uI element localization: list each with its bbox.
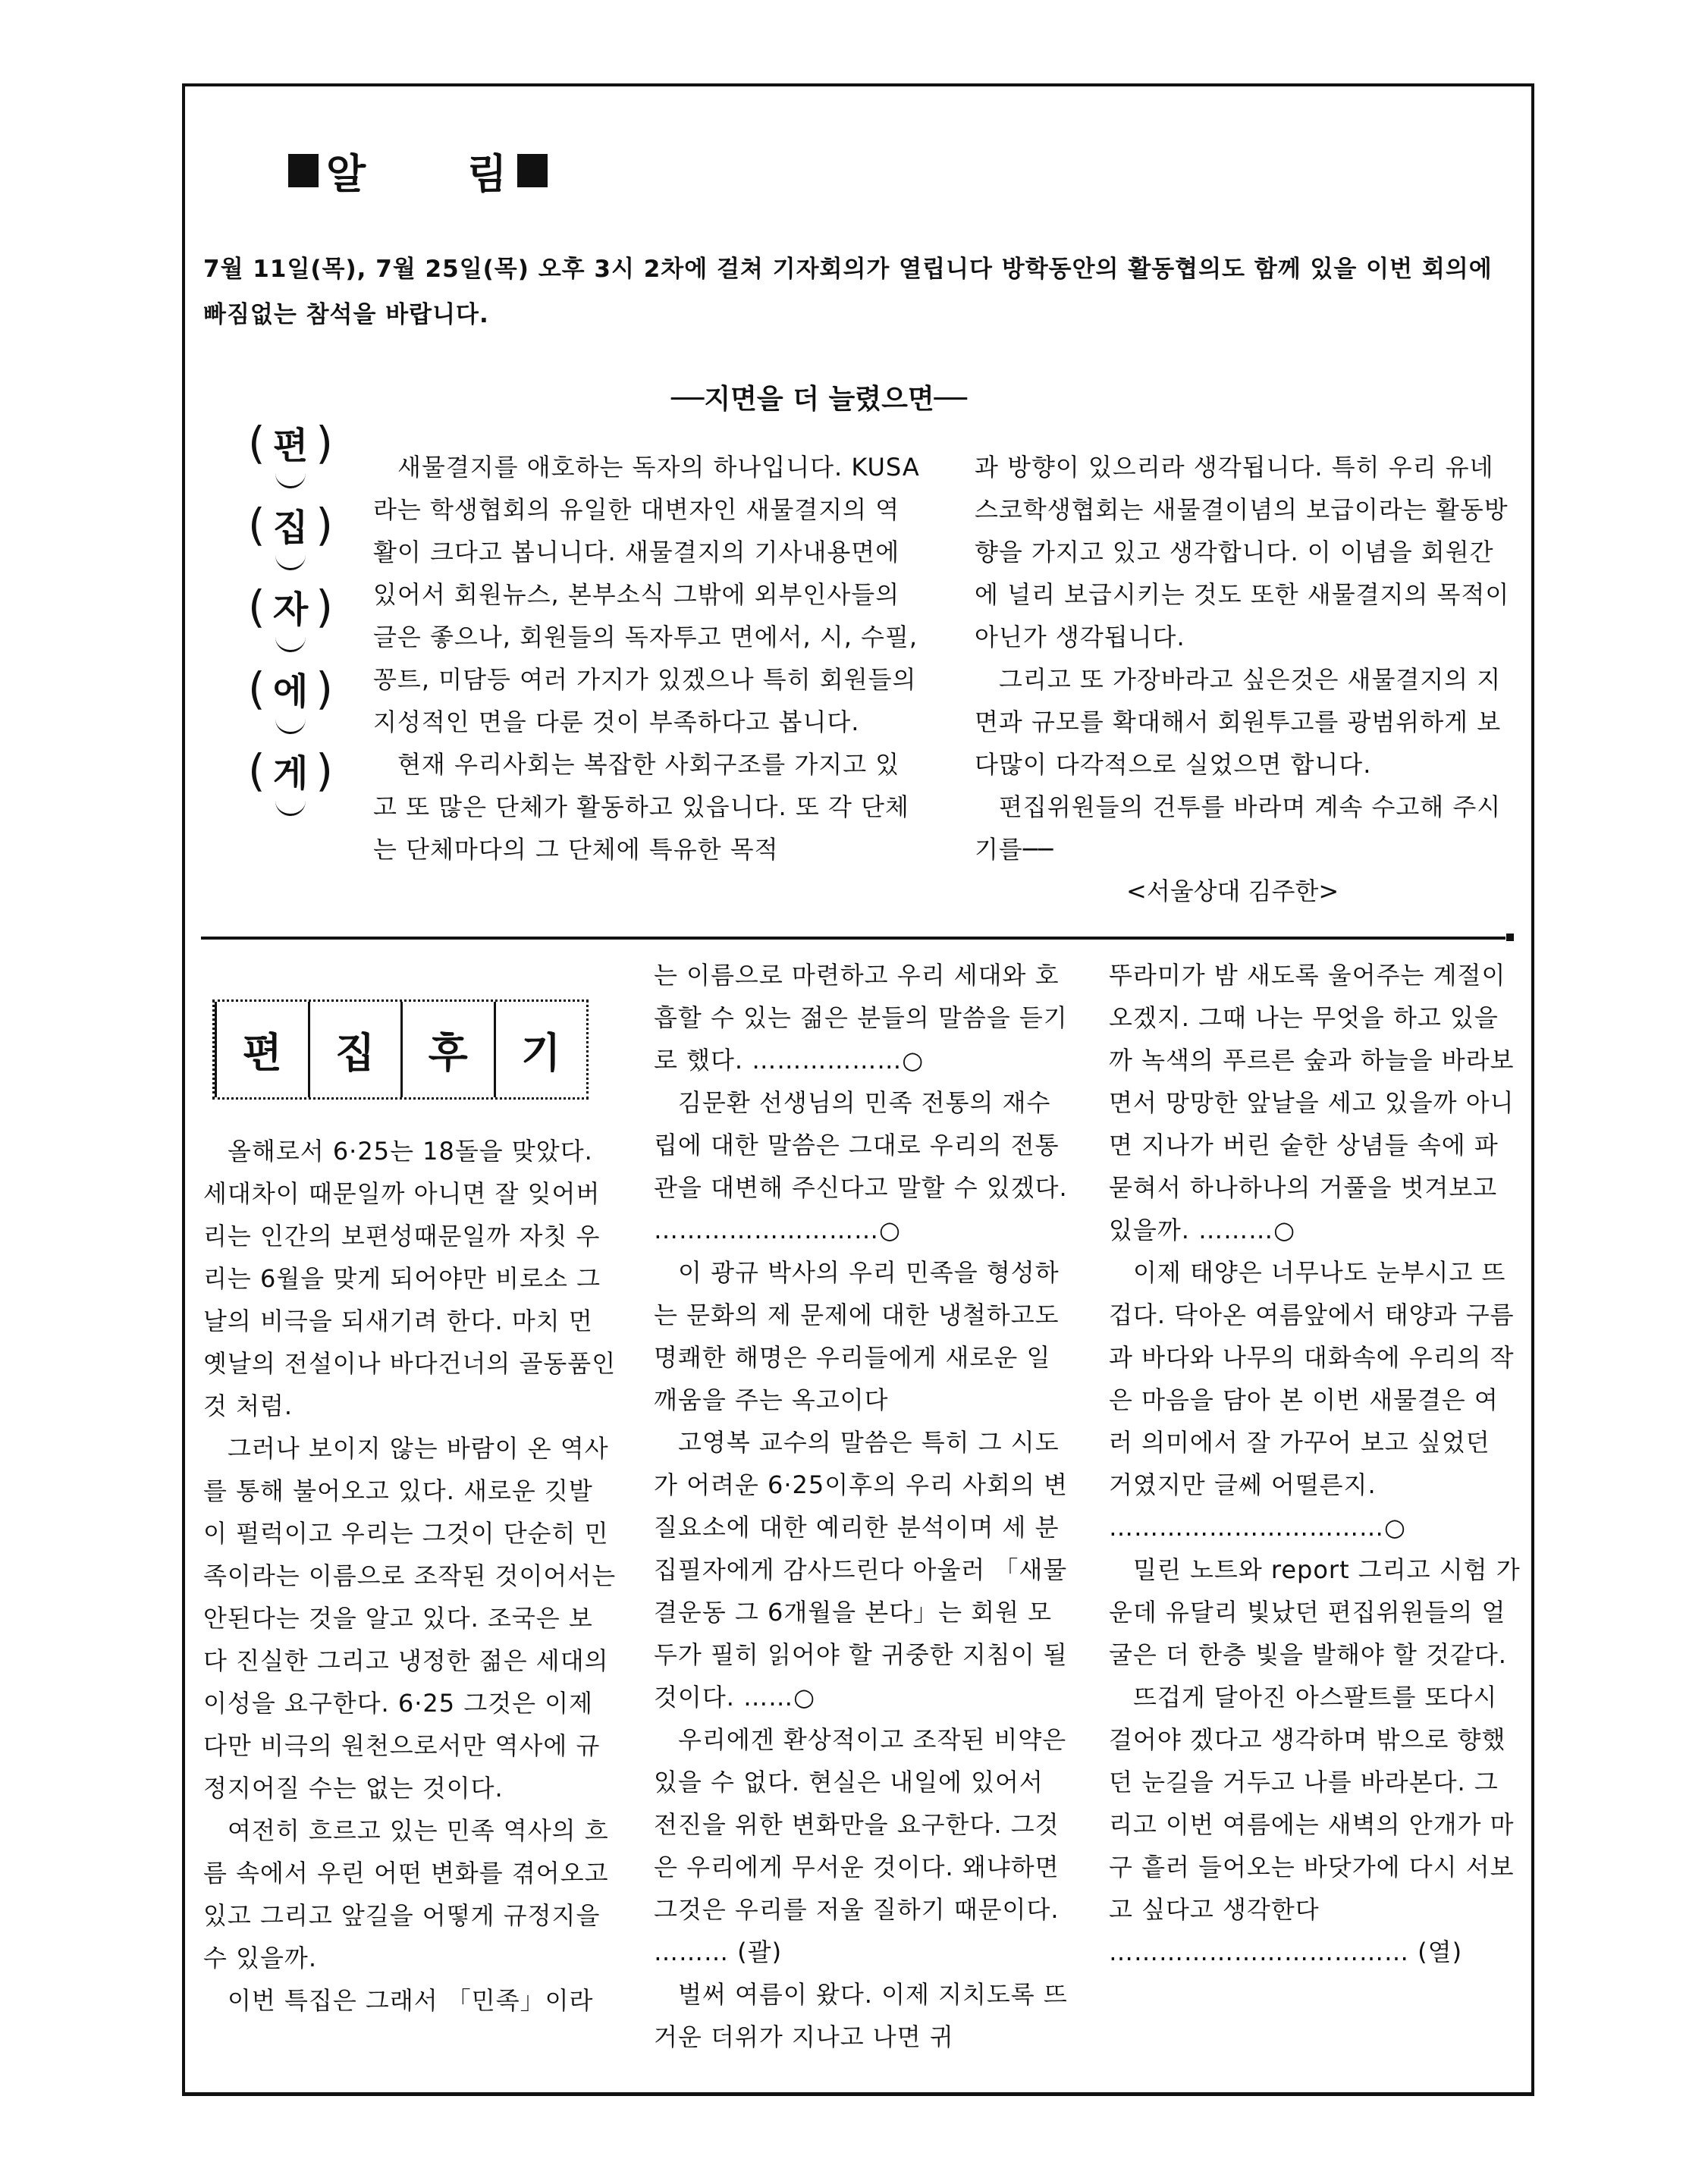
paragraph: 뚜라미가 밤 새도록 울어주는 계절이 오겠지. 그때 나는 무엇을 하고 있을까 녹색의 푸르른 숲과 하늘을 바라보면서 망망한 앞날을 세고 있을까 아니면 지나가 버린 숱한 상념들 속에 파묻혀서 하나하나의 거풀을 벗겨보고 있을까. ………○ — [1109, 961, 1515, 1244]
afterword-column-2 — [654, 954, 1071, 2058]
paragraph: 김문환 선생님의 민족 전통의 재수립에 대한 말씀은 그대로 우리의 전통관을 대변해 주신다고 말할 수 있겠다. ………………………○ — [654, 1088, 1068, 1244]
paragraph: 우리에겐 환상적이고 조작된 비약은 있을 수 없다. 현실은 내일에 있어서 전진을 위한 변화만을 요구한다. 그것은 우리에게 무서운 것이다. 왜냐하면 그것은 우리를 저울 질하기 때문이다. ……… (괄) — [654, 1725, 1067, 1966]
vertical-label-char: ( 자 ) — [259, 579, 322, 632]
vertical-label-char: ( 에 ) — [259, 661, 322, 714]
afterword-title-char: 집 — [308, 1002, 401, 1097]
paragraph: 그리고 또 가장바라고 싶은것은 새물결지의 지면과 규모를 확대해서 회원투고를 광범위하게 보다많이 다각적으로 실었으면 합니다. — [975, 665, 1502, 779]
afterword-title-char: 후 — [400, 1002, 494, 1097]
vertical-label-char: ( 게 ) — [259, 743, 322, 796]
paragraph: 편집위원들의 건투를 바라며 계속 수고해 주시기를── — [975, 792, 1502, 864]
afterword-title-box — [212, 999, 589, 1100]
divider-end-mark — [1506, 934, 1514, 941]
letter-signature: <서울상대 김주한> — [1126, 877, 1339, 905]
vertical-label-to-editor — [241, 416, 340, 825]
paragraph: 새물결지를 애호하는 독자의 하나입니다. KUSA라는 학생협회의 유일한 대변자인 새물결지의 역활이 크다고 봅니니다. 새물결지의 기사내용면에 있어서 회원뉴스, 본부소식 그밖에 외부인사들의 글은 좋으나, 회원들의 독자투고 면에서, 시, 수필, 꽁트, 미담등 여러 가지가 있겠으나 특히 회원들의 지성적인 면을 다룬 것이 부족하다고 봅니다. — [373, 453, 920, 736]
afterword-title-char: 기 — [494, 1002, 587, 1097]
paragraph: 올해로서 6·25는 18돌을 맞았다. 세대차이 때문일까 아니면 잘 잊어버리는 인간의 보편성때문일까 자칫 우리는 6월을 맞게 되어야만 비로소 그날의 비극을 되새기려 한다. 마치 먼 옛날의 전설이나 바다건너의 골동품인것 처럼. — [203, 1137, 617, 1420]
afterword-column-3 — [1109, 954, 1522, 1973]
paragraph: 과 방향이 있으리라 생각됩니다. 특히 우리 유네스코학생협회는 새물결이념의 보급이라는 활동방향을 가지고 있고 생각합니다. 이 이념을 회원간에 널리 보급시키는 것도 또한 새물결지의 목적이 아닌가 생각됩니다. — [975, 453, 1510, 651]
paragraph: 벌써 여름이 왔다. 이제 지치도록 뜨거운 더위가 지나고 나면 귀 — [654, 1980, 1068, 2051]
paragraph: 여전히 흐르고 있는 민족 역사의 흐름 속에서 우린 어떤 변화를 겪어오고 있고 그리고 앞길을 어떻게 규정지을수 있을까. — [203, 1816, 609, 1972]
black-square-icon — [288, 154, 319, 187]
letter-title: ──지면을 더 늘렸으면── — [671, 384, 967, 415]
paragraph: 뜨겁게 달아진 아스팔트를 또다시 걸어야 겠다고 생각하며 밖으로 향했던 눈길을 거두고 나를 바라본다. 그리고 이번 여름에는 새벽의 안개가 마구 흩러 들어오는 바닷가에 다시 서보고 싶다고 생각한다 ……………………………… (열) — [1109, 1683, 1515, 1966]
afterword-column-1 — [203, 1130, 617, 2022]
paragraph: 이번 특집은 그래서 「민족」이라 — [228, 1986, 594, 2015]
notice-body: 7월 11일(목), 7월 25일(목) 오후 3시 2차에 걸쳐 기자회의가 열립니다 방학동안의 활동협의도 함께 있을 이번 회의에 빠짐없는 참석을 바랍니다. — [203, 256, 1493, 328]
paragraph: 밀린 노트와 report 그리고 시험 가운데 유달리 빛났던 편집위원들의 얼굴은 더 한층 빛을 발해야 할 것같다. — [1109, 1555, 1521, 1669]
notice-heading-left: 알 — [326, 149, 369, 198]
vertical-label-char: ( 편 ) — [259, 416, 322, 469]
section-divider — [201, 937, 1505, 940]
black-square-icon — [517, 154, 548, 187]
paragraph: 현재 우리사회는 복잡한 사회구조를 가지고 있고 또 많은 단체가 활동하고 있읍니다. 또 각 단체는 단체마다의 그 단체에 특유한 목적 — [373, 750, 909, 864]
paragraph: 그러나 보이지 않는 바람이 온 역사를 통해 불어오고 있다. 새로운 깃발이 펄럭이고 우리는 그것이 단순히 민족이라는 이름으로 조작된 것이어서는 안된다는 것을 알고 있다. 조국은 보다 진실한 그리고 냉정한 젊은 세대의 이성을 요구한다. 6·25 그것은 이제 다만 비극의 원천으로서만 역사에 규정지어질 수는 없는 것이다. — [203, 1434, 617, 1803]
paragraph: 이제 태양은 너무나도 눈부시고 뜨겁다. 닥아온 여름앞에서 태양과 구름과 바다와 나무의 대화속에 우리의 작은 마음을 담아 본 이번 새물결은 여러 의미에서 잘 가꾸어 보고 싶었던 거였지만 글쎄 어떨른지. ……………………………○ — [1109, 1258, 1515, 1542]
notice-heading — [288, 144, 548, 197]
paragraph: 는 이름으로 마련하고 우리 세대와 호흡할 수 있는 젊은 분들의 말씀을 듣기로 했다. ………………○ — [654, 961, 1068, 1075]
paragraph: 이 광규 박사의 우리 민족을 형성하는 문화의 제 문제에 대한 냉철하고도 명쾌한 해명은 우리들에게 새로운 일깨움을 주는 옥고이다 — [654, 1258, 1060, 1414]
letter-column-2 — [975, 446, 1517, 871]
afterword-title-char: 편 — [215, 1002, 308, 1097]
notice-heading-right: 림 — [467, 149, 510, 198]
letter-column-1 — [373, 446, 923, 871]
paragraph: 고영복 교수의 말씀은 특히 그 시도가 어려운 6·25이후의 우리 사회의 변질요소에 대한 예리한 분석이며 세 분 집필자에게 감사드린다 아울러 「새물결운동 그 6개월을 본다」는 회원 모두가 필히 읽어야 할 귀중한 지침이 될 것이다. ……○ — [654, 1428, 1068, 1712]
vertical-label-char: ( 집 ) — [259, 497, 322, 551]
